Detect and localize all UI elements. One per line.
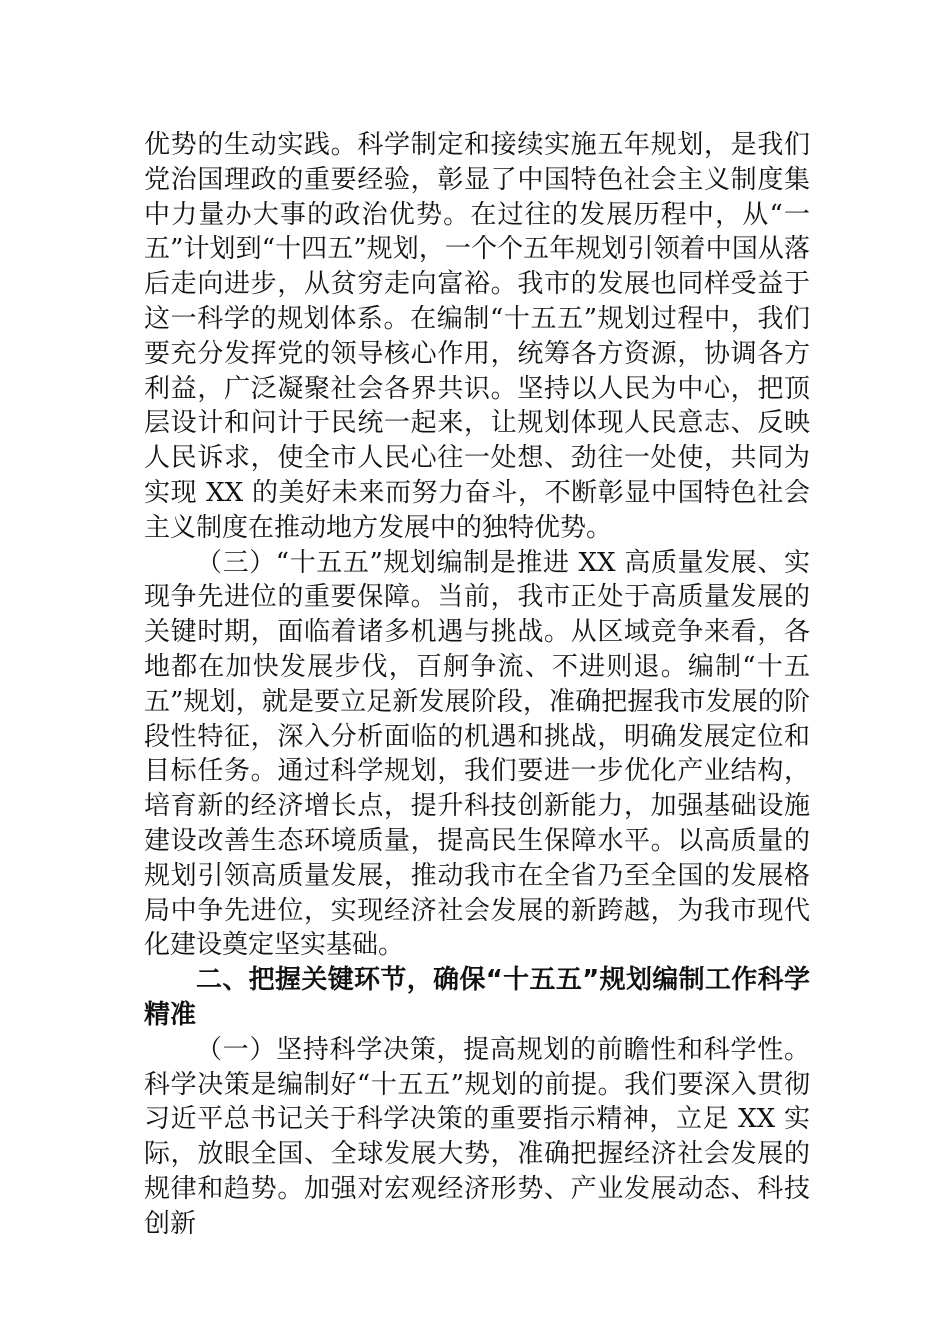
body-paragraph-subsection-one: （一）坚持科学决策，提高规划的前瞻性和科学性。科学决策是编制好“十五五”规划的前提。我们要深入贯彻习近平总书记关于科学决策的重要指示精神，立足 XX 实际，放眼全国、全球发展大势，准确把握经济社会发展的规律和趋势。加强对宏观经济形势、产业发展动态、科技创新 bbox=[144, 1034, 810, 1239]
section-heading-two: 二、把握关键环节，确保“十五五”规划编制工作科学精准 bbox=[144, 965, 810, 1030]
document-body bbox=[144, 128, 810, 1242]
body-paragraph-continuation: 优势的生动实践。科学制定和接续实施五年规划，是我们党治国理政的重要经验，彰显了中国特色社会主义制度集中力量办大事的政治优势。在过往的发展历程中，从“一五”计划到“十四五”规划，一个个五年规划引领着中国从落后走向进步，从贫穷走向富裕。我市的发展也同样受益于这一科学的规划体系。在编制“十五五”规划过程中，我们要充分发挥党的领导核心作用，统筹各方资源，协调各方利益，广泛凝聚社会各界共识。坚持以人民为中心，把顶层设计和问计于民统一起来，让规划体现人民意志、反映人民诉求，使全市人民心往一处想、劲往一处使，共同为实现 XX 的美好未来而努力奋斗，不断彰显中国特色社会主义制度在推动地方发展中的独特优势。 bbox=[144, 130, 810, 543]
body-paragraph-section-three: （三）“十五五”规划编制是推进 XX 高质量发展、实现争先进位的重要保障。当前，我市正处于高质量发展的关键时期，面临着诸多机遇与挑战。从区域竞争来看，各地都在加快发展步伐，百舸争流、不进则退。编制“十五五”规划，就是要立足新发展阶段，准确把握我市发展的阶段性特征，深入分析面临的机遇和挑战，明确发展定位和目标任务。通过科学规划，我们要进一步优化产业结构，培育新的经济增长点，提升科技创新能力，加强基础设施建设改善生态环境质量，提高民生保障水平。以高质量的规划引领高质量发展，推动我市在全省乃至全国的发展格局中争先进位，实现经济社会发展的新跨越，为我市现代化建设奠定坚实基础。 bbox=[144, 547, 810, 961]
